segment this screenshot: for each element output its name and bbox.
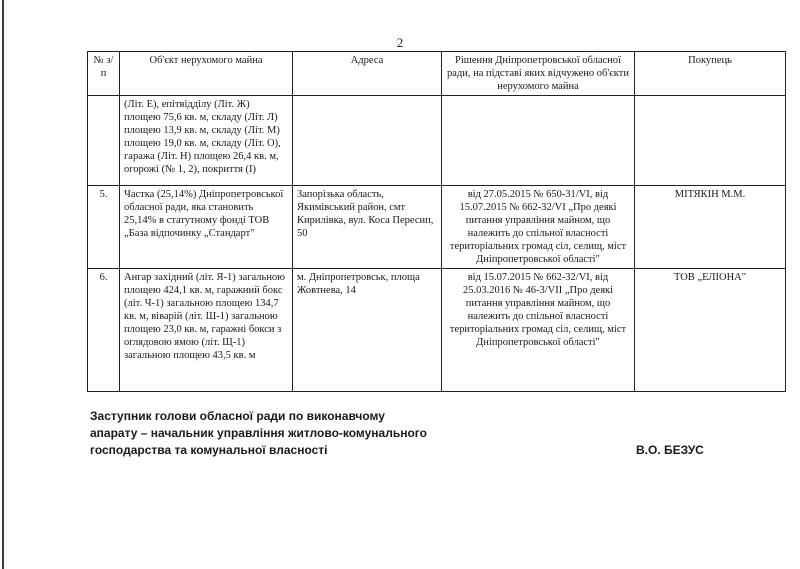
cell-number: 5. — [88, 186, 120, 269]
table-header-row — [88, 52, 786, 96]
table-row — [88, 269, 786, 392]
property-table — [87, 51, 786, 392]
header-buyer: Покупець — [635, 52, 786, 96]
table-row — [88, 186, 786, 269]
signatory-name: В.О. БЕЗУС — [636, 443, 704, 457]
signatory-title-line: апарату – начальник управління житлово-комунального — [90, 426, 427, 440]
cell-decision: від 27.05.2015 № 650-31/VI, від 15.07.2015 № 662-32/VI „Про деякі питання управління майном, що належить до спільної власності територіальних громад сіл, селищ, міст Дніпропетровської області" — [442, 186, 635, 269]
cell-number — [88, 96, 120, 186]
header-address: Адреса — [293, 52, 442, 96]
cell-object: Частка (25,14%) Дніпропетровської обласної ради, яка становить 25,14% в статутному фонді ТОВ „База відпочинку „Стандарт" — [120, 186, 293, 269]
cell-decision: від 15.07.2015 № 662-32/VI, від 25.03.2016 № 46-3/VII „Про деякі питання управління майном, що належить до спільної власності територіальних громад сіл, селищ, міст Дніпропетровської області" — [442, 269, 635, 392]
signatory-title-line: господарства та комунальної власності — [90, 443, 328, 457]
signatory-title — [90, 408, 427, 459]
scan-margin-line — [2, 0, 4, 569]
header-object: Об'єкт нерухомого майна — [120, 52, 293, 96]
cell-address: м. Дніпропетровськ, площа Жовтнева, 14 — [293, 269, 442, 392]
signatory-title-line: Заступник голови обласної ради по виконавчому — [90, 409, 385, 423]
table-row — [88, 96, 786, 186]
cell-object: Ангар західний (літ. Я-1) загальною площею 424,1 кв. м, гаражний бокс (літ. Ч-1) загальною площею 134,7 кв. м, віварій (літ. Ш-1) загальною площею 23,0 кв. м, гаражні бокси з оглядовою ямою (літ. Щ-1) загальною площею 43,5 кв. м — [120, 269, 293, 392]
header-number: № з/п — [88, 52, 120, 96]
header-decision: Рішення Дніпропетровської обласної ради, на підставі яких відчужено об'єкти нерухомого майна — [442, 52, 635, 96]
cell-address: Запорізька область, Якимівський район, смт Кирилівка, вул. Коса Пересип, 50 — [293, 186, 442, 269]
cell-object: (Літ. Е), епітвідділу (Літ. Ж) площею 75,6 кв. м, складу (Літ. Л) площею 13,9 кв. м, складу (Літ. М) площею 19,0 кв. м, складу (Літ. О), гаража (Літ. Н) площею 26,4 кв. м, огорожі (№ 1, 2), покриття (І) — [120, 96, 293, 186]
cell-number: 6. — [88, 269, 120, 392]
page-number: 2 — [396, 35, 404, 50]
cell-buyer: МІТЯКІН М.М. — [635, 186, 786, 269]
cell-buyer — [635, 96, 786, 186]
cell-decision — [442, 96, 635, 186]
cell-address — [293, 96, 442, 186]
cell-buyer: ТОВ „ЕЛІОНА" — [635, 269, 786, 392]
